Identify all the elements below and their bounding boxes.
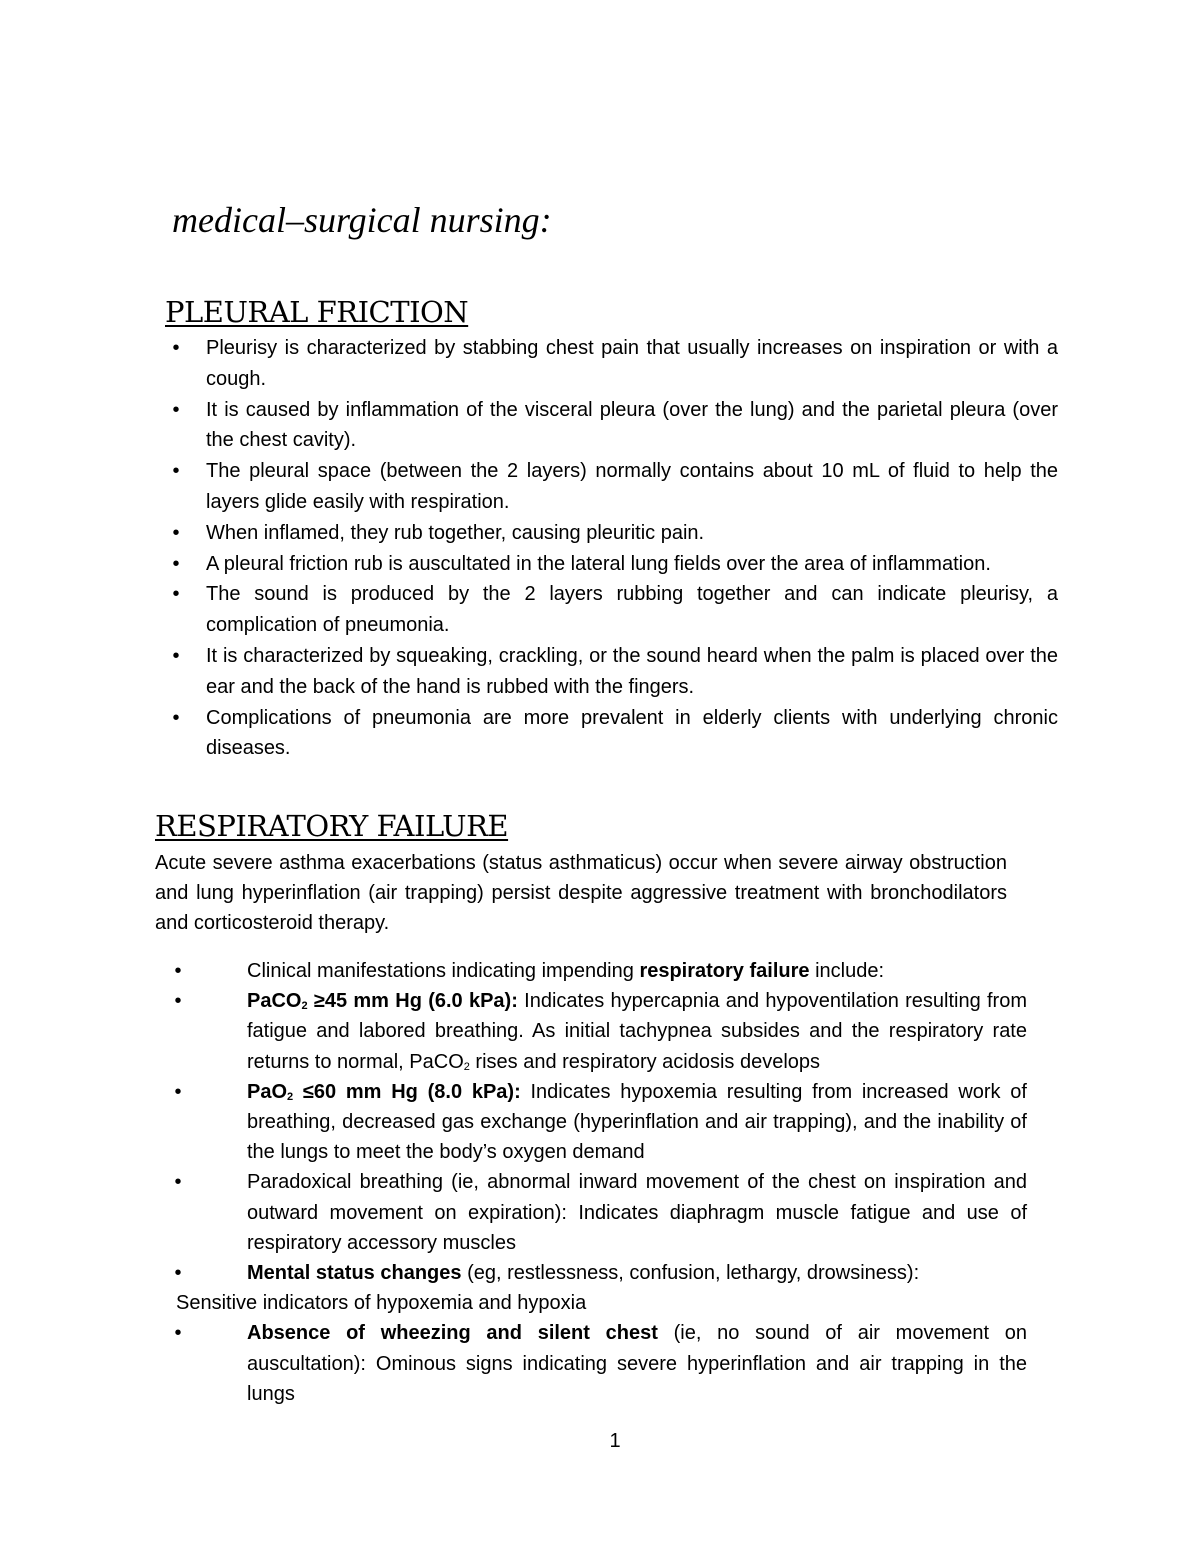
list-item: • A pleural friction rub is auscultated in the lateral lung fields over the area of inflammation. [206,549,1058,580]
bullet-icon: • [174,1080,182,1103]
list-item: • The pleural space (between the 2 layers) normally contains about 10 mL of fluid to help the layers glide easily with respiration. [206,456,1058,518]
bullet-icon: • [172,337,180,359]
bullet-icon: • [172,552,180,575]
pleural-friction-list [172,333,1058,764]
bullet-icon: • [172,583,180,606]
bullet-icon: • [172,644,180,667]
section-heading-pleural-friction: PLEURAL FRICTION [165,295,469,329]
list-item-continuation: Sensitive indicators of hypoxemia and hypoxia [176,1292,587,1315]
document-title: medical–surgical nursing: [172,200,552,240]
bullet-icon: • [174,990,182,1013]
respiratory-failure-list [174,956,1027,1409]
bullet-icon: • [172,460,180,483]
list-item: • PaCO$_2$ ≥45 mm Hg (6.0 kPa): Indicates hypercapnia and hypoventilation resulting from fatigue and labored breathing. As initial tachypnea subsides and the respiratory rate returns to normal, PaCO$_2$ rises and respiratory acidosis develops [247,986,1027,1077]
list-item: • Absence of wheezing and silent chest (ie, no sound of air movement on auscultation): Ominous signs indicating severe hyperinflation and air trapping in the lungs [247,1318,1027,1409]
bullet-icon: • [172,521,180,544]
page-number: 1 [609,1430,621,1452]
list-item: • PaO$_2$ ≤60 mm Hg (8.0 kPa): Indicates hypoxemia resulting from increased work of breathing, decreased gas exchange (hyperinflation and air trapping), and the inability of the lungs to meet the body’s oxygen demand [247,1077,1027,1168]
list-item: • Pleurisy is characterized by stabbing chest pain that usually increases on inspiration or with a cough. [206,333,1058,395]
bullet-icon: • [174,1322,182,1345]
bullet-icon: • [174,1262,182,1285]
list-item: • When inflamed, they rub together, causing pleuritic pain. [206,518,1058,549]
bullet-icon: • [172,706,180,729]
respiratory-intro-paragraph: Acute severe asthma exacerbations (status asthmaticus) occur when severe airway obstruction and lung hyperinflation (air trapping) persist despite aggressive treatment with bronchodilators and corticosteroid therapy. [155,852,1007,934]
list-item: • It is caused by inflammation of the visceral pleura (over the lung) and the parietal pleura (over the chest cavity). [206,395,1058,457]
list-item: • Complications of pneumonia are more prevalent in elderly clients with underlying chronic diseases. [206,703,1058,765]
list-item: • Mental status changes (eg, restlessness, confusion, lethargy, drowsiness): [247,1258,1027,1288]
bullet-icon: • [174,960,182,982]
list-item: • Paradoxical breathing (ie, abnormal inward movement of the chest on inspiration and outward movement on expiration): Indicates diaphragm muscle fatigue and use of respiratory accessory muscles [247,1167,1027,1258]
list-item: • It is characterized by squeaking, crackling, or the sound heard when the palm is placed over the ear and the back of the hand is rubbed with the fingers. [206,641,1058,703]
bullet-icon: • [174,1171,182,1194]
list-item: • Clinical manifestations indicating impending respiratory failure include: [247,956,1027,986]
section-heading-respiratory-failure: RESPIRATORY FAILURE [155,809,509,843]
bullet-icon: • [172,398,180,421]
list-item: • The sound is produced by the 2 layers rubbing together and can indicate pleurisy, a complication of pneumonia. [206,579,1058,641]
